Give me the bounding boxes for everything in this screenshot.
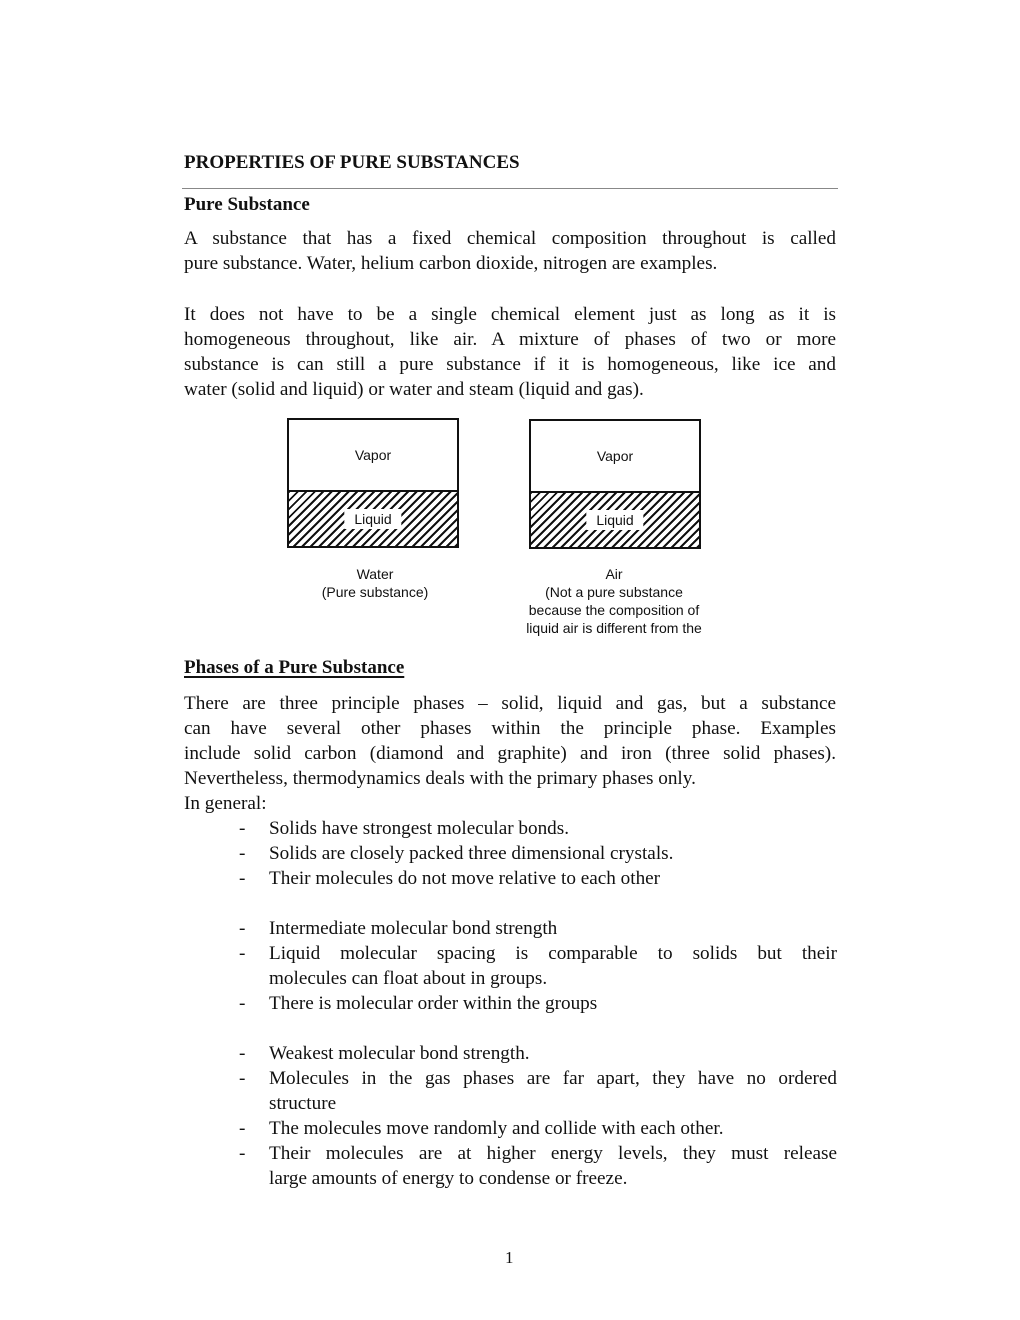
bullet-text: Intermediate molecular bond strength — [269, 918, 558, 939]
text-line: homogeneous throughout, like air. A mixture of phases of two or more — [184, 329, 836, 350]
caption-line: Water — [356, 566, 394, 582]
page-title: PROPERTIES OF PURE SUBSTANCES — [184, 152, 520, 173]
bullet-dash: - — [239, 868, 246, 889]
page-number: 1 — [505, 1248, 514, 1267]
phase-bullet-lists — [230, 816, 837, 1191]
list-item-solid — [230, 816, 837, 841]
bullet-dash: - — [239, 818, 246, 839]
bullet-text: structure — [269, 1093, 337, 1114]
list-item-gas — [230, 1141, 837, 1191]
water-tank-diagram — [287, 418, 459, 548]
vapor-label: Vapor — [354, 447, 392, 463]
bullet-text: molecules can float about in groups. — [269, 968, 548, 989]
text-line: water (solid and liquid) or water and steam (liquid and gas). — [184, 379, 644, 400]
caption-line: Air — [605, 566, 623, 582]
air-caption — [494, 565, 734, 637]
bullet-text: Solids are closely packed three dimensional crystals. — [269, 843, 674, 864]
bullet-dash: - — [239, 843, 246, 864]
bullet-text: Their molecules do not move relative to each other — [269, 868, 661, 889]
liquid-label: Liquid — [344, 509, 401, 529]
caption-line: because the composition of — [528, 602, 700, 618]
caption-line: (Not a pure substance — [545, 584, 683, 600]
bullet-dash: - — [239, 1068, 246, 1089]
list-item-solid — [230, 866, 837, 891]
section-heading-phases: Phases of a Pure Substance — [184, 657, 405, 678]
text-line: It does not have to be a single chemical element just as long as it is — [184, 304, 836, 325]
liquid-region-hatched — [289, 492, 457, 546]
bullet-text: Solids have strongest molecular bonds. — [269, 818, 570, 839]
text-line: In general: — [184, 793, 267, 814]
bullet-dash: - — [239, 1118, 246, 1139]
vapor-region — [531, 421, 699, 493]
liquid-region-hatched — [531, 493, 699, 547]
list-item-solid — [230, 841, 837, 866]
bullet-dash: - — [239, 943, 246, 964]
list-item-liquid — [230, 941, 837, 991]
text-line: can have several other phases within the principle phase. Examples — [184, 718, 836, 739]
list-item-liquid — [230, 916, 837, 941]
list-item-liquid — [230, 991, 837, 1016]
water-caption — [290, 565, 460, 601]
caption-line: liquid air is different from the — [526, 620, 702, 636]
bullet-text: Liquid molecular spacing is comparable to solids but their — [269, 943, 837, 964]
text-line: substance is can still a pure substance if it is homogeneous, like ice and — [184, 354, 836, 375]
bullet-dash: - — [239, 918, 246, 939]
bullet-text: large amounts of energy to condense or freeze. — [269, 1168, 628, 1189]
liquid-label: Liquid — [586, 510, 643, 530]
section-heading-pure-substance: Pure Substance — [184, 194, 310, 215]
caption-line: (Pure substance) — [321, 584, 429, 600]
text-line: include solid carbon (diamond and graphite) and iron (three solid phases). — [184, 743, 836, 764]
bullet-dash: - — [239, 1043, 246, 1064]
bullet-dash: - — [239, 1143, 246, 1164]
bullet-text: The molecules move randomly and collide with each other. — [269, 1118, 724, 1139]
paragraph-definition — [184, 226, 836, 276]
vapor-label: Vapor — [596, 448, 634, 464]
text-line: Nevertheless, thermodynamics deals with the primary phases only. — [184, 768, 696, 789]
list-item-gas — [230, 1116, 837, 1141]
paragraph-homogeneous — [184, 302, 836, 402]
title-divider — [182, 188, 838, 189]
air-tank-diagram — [529, 419, 701, 549]
text-line: There are three principle phases – solid, liquid and gas, but a substance — [184, 693, 836, 714]
text-line: A substance that has a fixed chemical composition throughout is called — [184, 228, 836, 249]
text-line: pure substance. Water, helium carbon dioxide, nitrogen are examples. — [184, 253, 718, 274]
bullet-text: Weakest molecular bond strength. — [269, 1043, 530, 1064]
bullet-text: Molecules in the gas phases are far apart, they have no ordered — [269, 1068, 837, 1089]
paragraph-phases — [184, 691, 836, 816]
list-item-gas — [230, 1041, 837, 1066]
list-item-gas — [230, 1066, 837, 1116]
bullet-text: There is molecular order within the groups — [269, 993, 598, 1014]
vapor-region — [289, 420, 457, 492]
bullet-text: Their molecules are at higher energy levels, they must release — [269, 1143, 837, 1164]
bullet-dash: - — [239, 993, 246, 1014]
